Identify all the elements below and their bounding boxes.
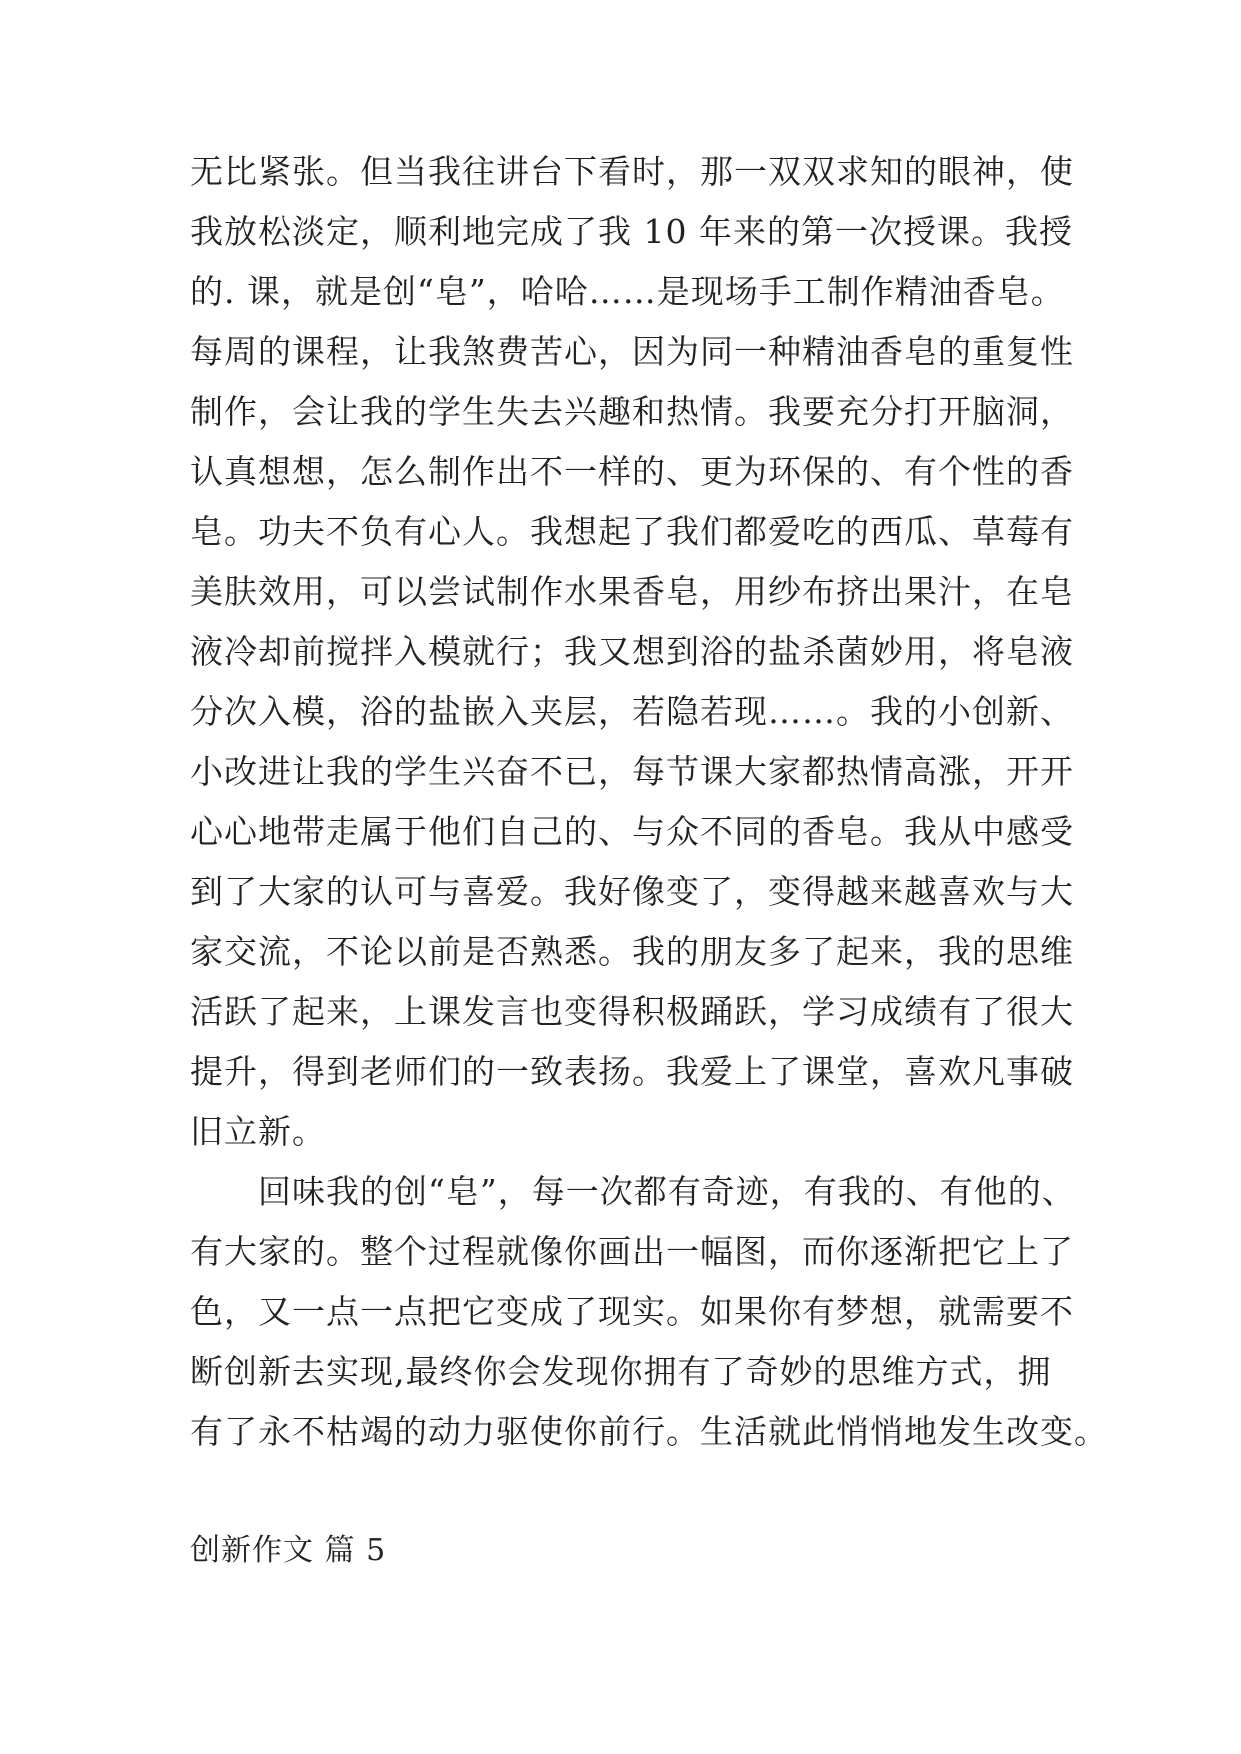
paragraph-1-line: 认真想想，怎么制作出不一样的、更为环保的、有个性的香 — [190, 452, 1074, 491]
paragraph-1-line: 美肤效用，可以尝试制作水果香皂，用纱布挤出果汁，在皂 — [190, 572, 1074, 611]
paragraph-1-line: 的. 课，就是创“皂”，哈哈……是现场手工制作精油香皂。 — [190, 272, 1065, 311]
paragraph-1-line: 皂。功夫不负有心人。我想起了我们都爱吃的西瓜、草莓有 — [190, 512, 1074, 551]
paragraph-1-line: 每周的课程，让我煞费苦心，因为同一种精油香皂的重复性 — [190, 332, 1074, 371]
paragraph-1-line: 到了大家的认可与喜爱。我好像变了，变得越来越喜欢与大 — [190, 872, 1074, 911]
paragraph-2-line: 有大家的。整个过程就像你画出一幅图，而你逐渐把它上了 — [190, 1232, 1074, 1271]
paragraph-1-line: 小改进让我的学生兴奋不已，每节课大家都热情高涨，开开 — [190, 752, 1074, 791]
paragraph-1-line: 无比紧张。但当我往讲台下看时，那一双双求知的眼神，使 — [190, 152, 1074, 191]
paragraph-1-line: 制作，会让我的学生失去兴趣和热情。我要充分打开脑洞， — [190, 392, 1074, 431]
paragraph-2-line: 回味我的创“皂”，每一次都有奇迹，有我的、有他的、 — [258, 1172, 1076, 1211]
paragraph-2-line: 断创新去实现,最终你会发现你拥有了奇妙的思维方式，拥 — [190, 1352, 1052, 1391]
paragraph-1-line: 家交流，不论以前是否熟悉。我的朋友多了起来，我的思维 — [190, 932, 1074, 971]
paragraph-2-line: 色，又一点一点把它变成了现实。如果你有梦想，就需要不 — [190, 1292, 1074, 1331]
paragraph-1-line: 我放松淡定，顺利地完成了我 10 年来的第一次授课。我授 — [190, 212, 1073, 251]
paragraph-1-line: 液冷却前搅拌入模就行；我又想到浴的盐杀菌妙用，将皂液 — [190, 632, 1074, 671]
paragraph-1-line: 旧立新。 — [190, 1112, 326, 1151]
paragraph-1-line: 提升，得到老师们的一致表扬。我爱上了课堂，喜欢凡事破 — [190, 1052, 1074, 1091]
paragraph-1-line: 心心地带走属于他们自己的、与众不同的香皂。我从中感受 — [190, 812, 1074, 851]
paragraph-1-line: 分次入模，浴的盐嵌入夹层，若隐若现……。我的小创新、 — [190, 692, 1074, 731]
paragraph-2-line: 有了永不枯竭的动力驱使你前行。生活就此悄悄地发生改变。 — [190, 1412, 1108, 1451]
paragraph-1-line: 活跃了起来，上课发言也变得积极踊跃，学习成绩有了很大 — [190, 992, 1074, 1031]
section-heading: 创新作文 篇 5 — [190, 1533, 387, 1568]
